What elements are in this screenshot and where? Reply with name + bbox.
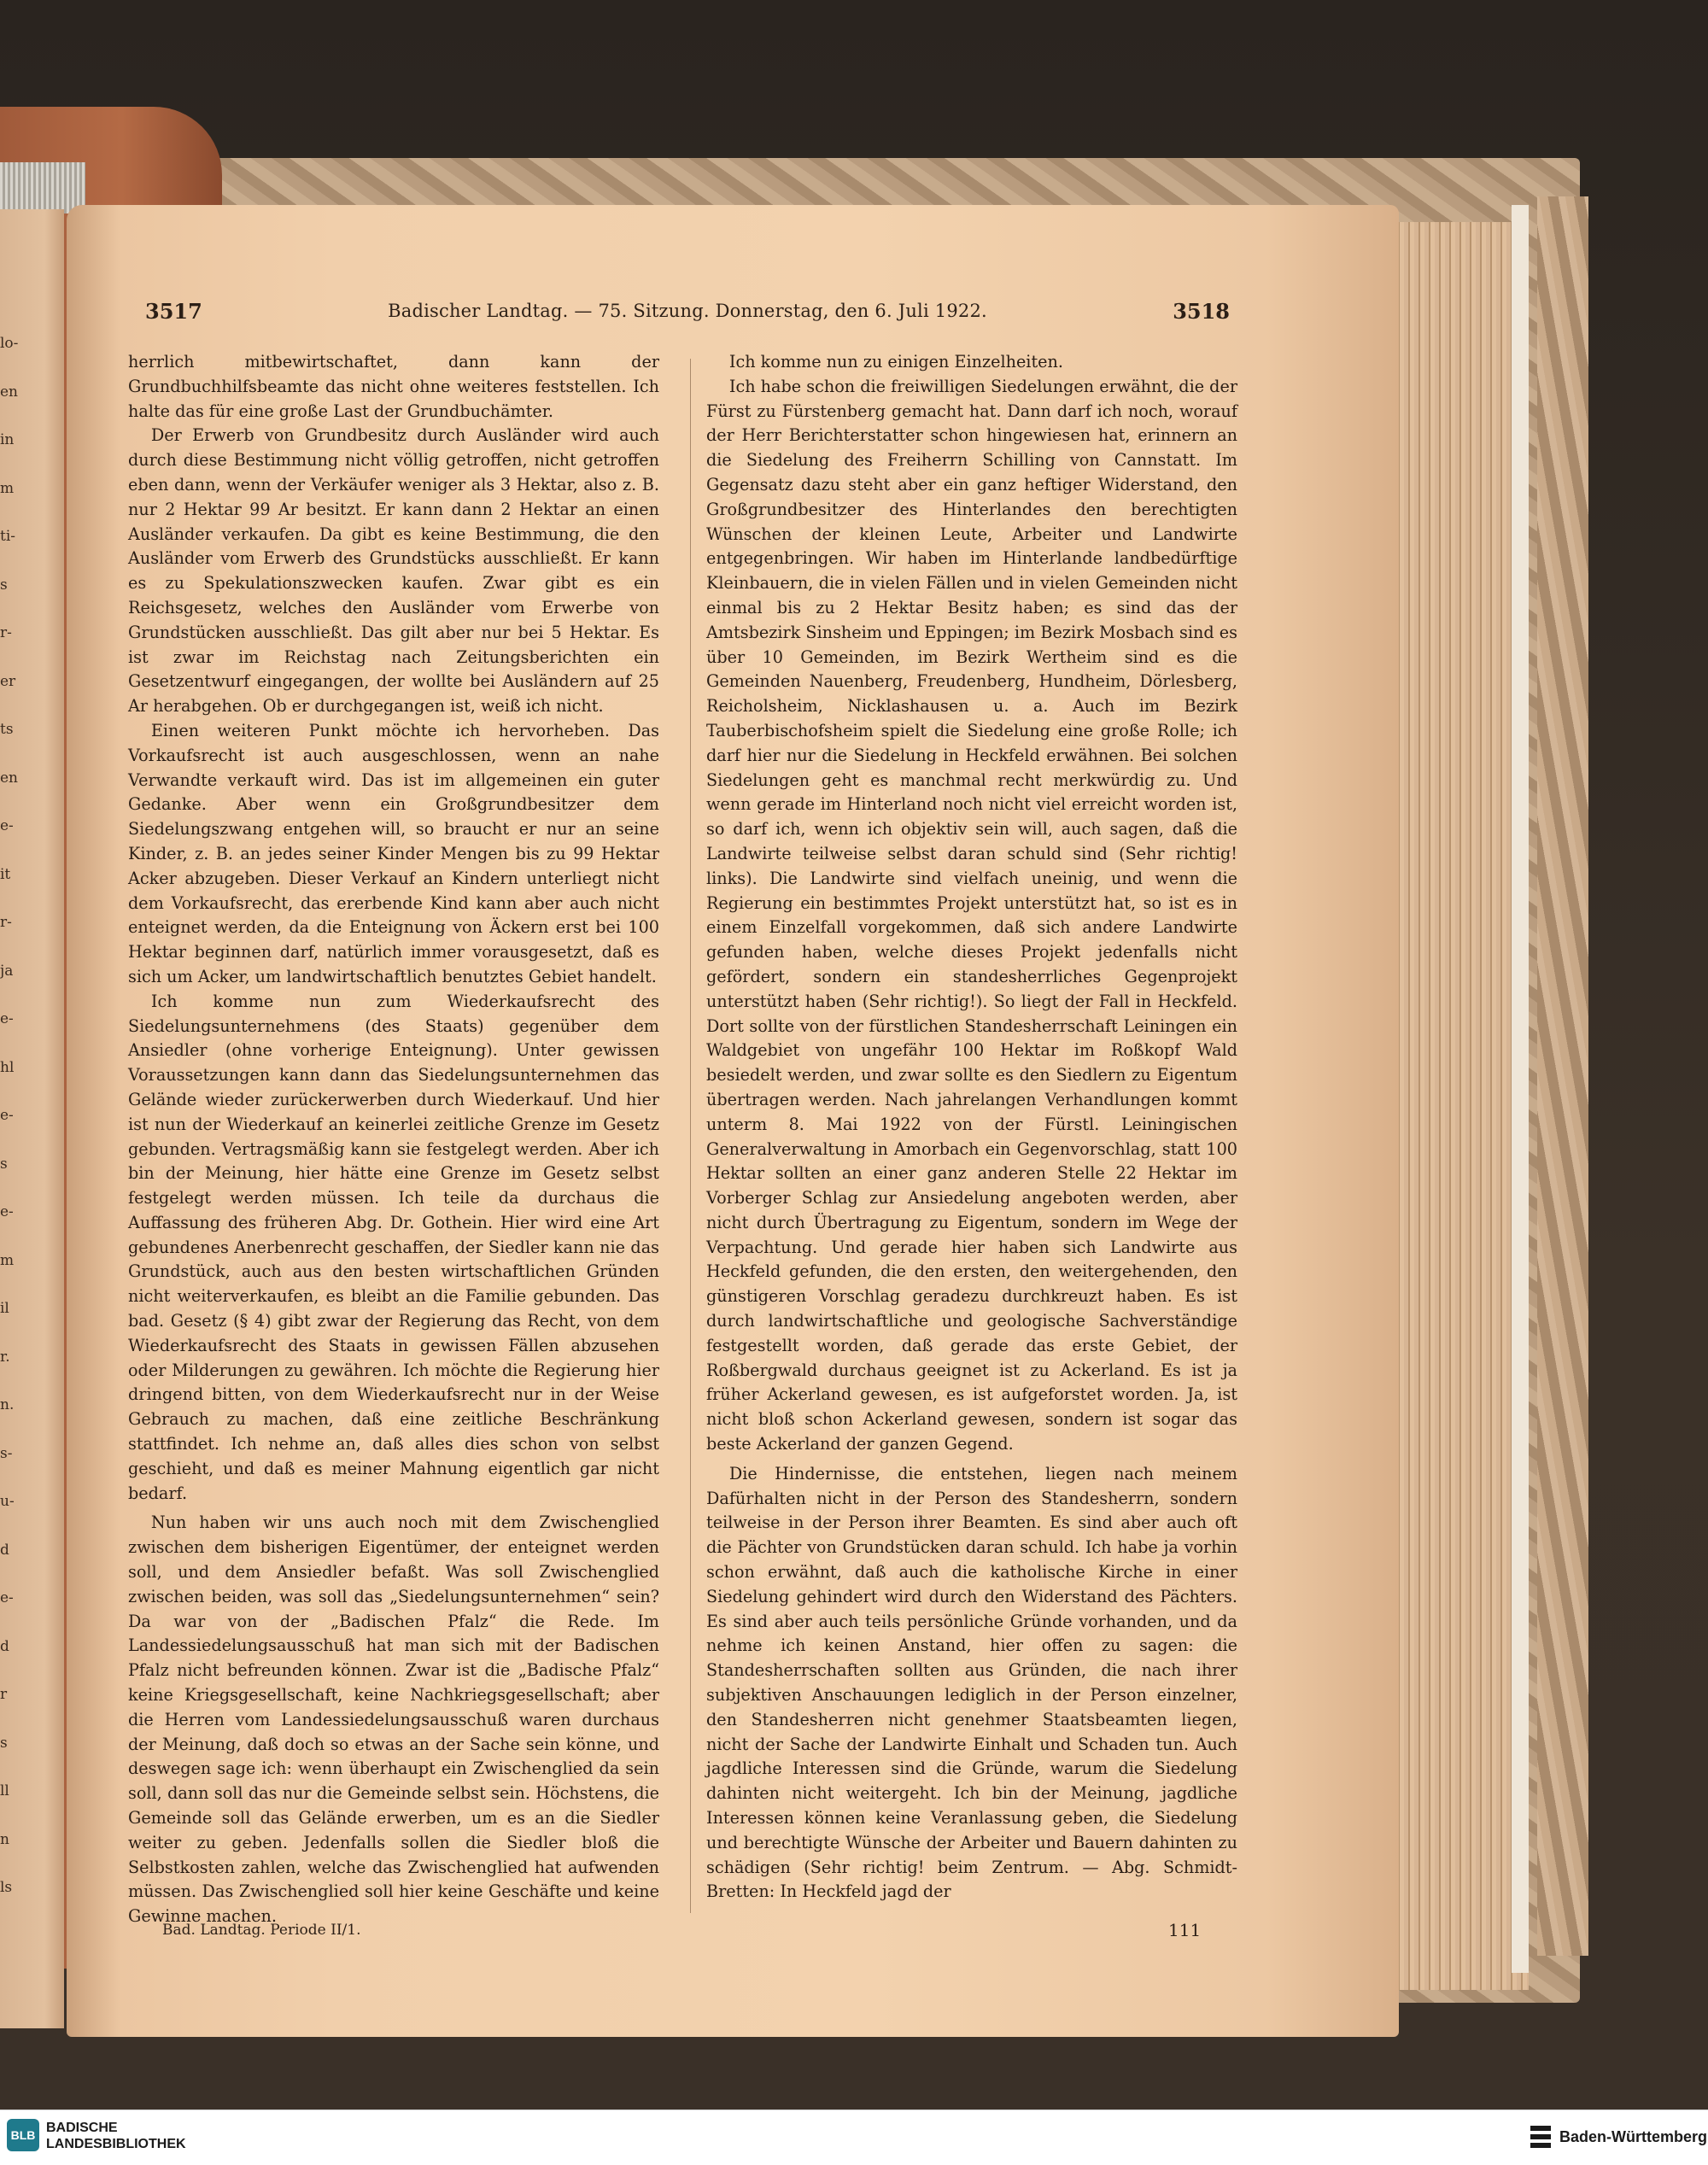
paragraph: Nun haben wir uns auch noch mit dem Zwischenglied zwischen dem bisherigen Eigentümer, der enteignet werden soll, und dem Ansiedler befaßt. Was soll Zwischenglied zwischen beiden, was soll das „Siedelungsunternehmen“ sein? Da war von der „Badischen Pfalz“ die Rede. Im Landessiedelungsausschuß hat man sich mit der Badischen Pfalz nicht befreunden können. Zwar ist die „Badische Pfalz“ keine Kriegsgesellschaft, keine Nachkriegsgesellschaft; aber die Herren vom Landessiedelungsausschuß waren durchaus der Meinung, daß doch so etwas an der Sache sein könne, und deswegen sage ich: wenn überhaupt ein Zwischenglied da sein soll, dann soll das nur die Gemeinde selbst sein. Höchstens, die Gemeinde soll das Gelände erwerben, um es an die Siedler weiter zu geben. Jedenfalls sollen die Siedler bloß die Selbstkosten zahlen, welche das Zwischenglied hat aufwenden müssen. Das Zwischenglied soll hier keine Geschäfte und keine Gewinne machen.	[128, 1513, 659, 1927]
column-divider	[690, 359, 691, 1913]
library-name[interactable]	[46, 2120, 186, 2152]
paragraph: Ich habe schon die freiwilligen Siedelungen erwähnt, die der Fürst zu Fürstenberg gemacht hat. Dann darf ich noch, worauf der Herr Berichterstatter schon hingewiesen hat, erinnern an die Siedelung des Freiherrn Schilling von Cannstatt. Im Gegensatz dazu steht aber ein ganz heftiger Widerstand, den Großgrundbesitzer des Hinterlandes den berechtigten Wünschen der kleinen Leute, Arbeiter und Landwirte entgegenbringen. Wir haben im Hinterlande landbedürftige Kleinbauern, die in vielen Fällen und in vielen Gemeinden nicht einmal bis zu 2 Hektar Besitz haben; es sind das der Amtsbezirk Sinsheim und Eppingen; im Bezirk Mosbach sind es über 10 Gemeinden, im Bezirk Wertheim sind es die Gemeinden Nauenberg, Freudenberg, Hundheim, Dörlesberg, Reicholsheim, Nicklashausen u. a. Auch im Bezirk Tauberbischofsheim spielt die Siedelung eine große Rolle; ich darf hier nur die Siedelung in Heckfeld erwähnen. Bei solchen Siedelungen geht es manchmal recht merkwürdig zu. Und wenn gerade im Hinterland noch nicht viel erreicht worden ist, so darf ich, wenn ich objektiv sein will, auch sagen, daß die Landwirte teilweise selbst daran schuld sind (Sehr richtig! links). Die Landwirte sind vielfach uneinig, und wenn die Regierung ein bestimmtes Projekt unterstützt hat, so ist es in einem Einzelfall vorgekommen, daß sich andere Landwirte gefunden haben, welche dieses Projekt jedenfalls nicht gefördert, sondern ein standesherrliches Gegenprojekt unterstützt haben (Sehr richtig!). So liegt der Fall in Heckfeld. Dort sollte von der fürstlichen Standesherrschaft Leiningen ein Waldgebiet von ungefähr 100 Hektar im Roßkopf Wald besiedelt werden, und zwar sollte es den Siedlern zu Eigentum übertragen werden. Nach jahrelangen Verhandlungen kommt unterm 8. Mai 1922 von der Fürstl. Leiningischen Generalverwaltung in Amorbach ein Gegenvorschlag, statt 100 Hektar sollten an einer ganz anderen Stelle 22 Hektar im Vorberger Schlag zur Ansiedelung angeboten werden, aber nicht durch Übertragung zu Eigentum, sondern im Wege der Verpachtung. Und gerade hier haben sich Landwirte aus Heckfeld gefunden, die den ersten, den weitergehenden, den günstigeren Vorschlag geradezu durchkreuzt haben. Es ist durch landwirtschaftliche und geologische Sachverständige festgestellt worden, daß gerade das erste Gebiet, der Roßbergwald durchaus geeignet ist zu Ackerland. Es ist ja früher Ackerland gewesen, es ist aufgeforstet worden. Ja, ist nicht bloß schon Ackerland gewesen, sondern ist sogar das beste Ackerland der ganzen Gegend.	[706, 376, 1237, 1454]
left-page-fragment: e-	[0, 817, 14, 834]
left-page-fragment: en	[0, 769, 19, 787]
left-page-fragment: s-	[0, 1444, 13, 1462]
state-name[interactable]: Baden-Württemberg	[1559, 2128, 1708, 2145]
paragraph: Der Erwerb von Grundbesitz durch Ausländer wird auch durch diese Bestimmung nicht völlig getroffen, nicht getroffen eben dann, wenn der Verkäufer weniger als 3 Hektar, also z. B. nur 2 Hektar 99 Ar besitzt. Er kann dann 2 Hektar an einen Ausländer verkaufen. Da gibt es keine Bestimmung, die den Ausländer vom Erwerb des Grundstücks ausschließt. Er kann es zu Spekulationszwecken kaufen. Zwar gibt es ein Reichsgesetz, welches den Ausländer vom Erwerbe von Grundstücken ausschließt. Das gilt aber nur bei 5 Hektar. Es ist zwar im Reichstag nach Zeitungsberichten ein Gesetzentwurf eingegangen, der wollte bei Ausländern auf 25 Ar herabgehen. Ob er durchgegangen ist, weiß ich nicht.	[128, 425, 659, 717]
left-page-text-fragments	[0, 335, 19, 1957]
left-page-fragment: e-	[0, 1010, 14, 1027]
blb-logo-icon[interactable]: BLB	[7, 2119, 39, 2151]
library-name-line1: BADISCHE	[46, 2121, 118, 2135]
left-page-fragment: en	[0, 383, 19, 401]
left-page-fragment: ja	[0, 962, 14, 980]
page-edge-strip	[1512, 205, 1529, 1973]
left-page-fragment: il	[0, 1300, 9, 1317]
left-page-fragment: m	[0, 1251, 15, 1269]
page-number-left: 3517	[145, 299, 202, 324]
left-page-fragment: u-	[0, 1493, 15, 1510]
paragraph: herrlich mitbewirtschaftet, dann kann der Grundbuchhilfsbeamte das nicht ohne weiteres feststellen. Ich halte das für eine große Last der Grundbuchämter.	[128, 352, 659, 421]
left-page-fragment: ti-	[0, 528, 16, 545]
left-page-fragment: s	[0, 576, 8, 594]
paragraph: Die Hindernisse, die entstehen, liegen nach meinem Dafürhalten nicht in der Person des Standesherrn, sondern teilweise in der Person ihrer Beamten. Es sind aber auch oft die Pächter von Grundstücken daran schuld. Ich habe ja vorhin schon erwähnt, daß auch die katholische Kirche in einer Siedelung gehindert wird durch den Widerstand des Pächters. Es sind aber auch teils persönliche Gründe vorhanden, und da nehme ich keinen Anstand, hier offen zu sagen: die Standesherrschaften sollten aus Gründen, die nach ihrer subjektiven Anschauungen lediglich in der Person einzelner, den Standesherren nicht genehmer Staatsbeamten liegen, nicht der Sache der Landwirte Einhalt und Schaden tun. Auch jagdliche Interessen sind die Gründe, warum die Siedelung dahinten nicht weitergeht. Ich bin der Meinung, jagdliche Interessen können keine Veranlassung geben, die Siedelung und berechtigte Wünsche der Arbeiter und Bauern dahinten zu schädigen (Sehr richtig! beim Zentrum. — Abg. Schmidt-Bretten: In Heckfeld jagd der	[706, 1463, 1237, 1902]
left-page-fragment: n	[0, 1830, 9, 1848]
marbled-cover-edge	[1537, 196, 1588, 1956]
left-page-fragment: e-	[0, 1203, 14, 1220]
left-page-fragment: it	[0, 865, 11, 883]
paragraph: Ich komme nun zum Wiederkaufsrecht des Siedelungsunternehmens (des Staats) gegenüber dem Ansiedler (ohne vorherige Enteignung). Unter gewissen Voraussetzungen kann dann das Siedelungsunternehmen das Gelände wieder zurückerwerben durch Wiederkauf. Und hier ist nun der Wiederkauf an keinerlei zeitliche Grenze im Gesetz gebunden. Vertragsmäßig kann sie festgelegt werden. Aber ich bin der Meinung, hier hätte eine Grenze im Gesetz selbst festgelegt werden müssen. Ich teile da durchaus die Auffassung des früheren Abg. Dr. Gothein. Hier wird eine Art gebundenes Anerbenrecht geschaffen, der Siedler kann nie das Grundstück, auch aus den besten wirtschaftlichen Gründen nicht weiterverkaufen, es bleibt an die Familie gebunden. Das bad. Gesetz (§ 4) gibt zwar der Regierung das Recht, von dem Wiederkaufsrecht des Staats in gewissen Fällen abzusehen oder Milderungen zu gewähren. Ich möchte die Regierung hier dringend bitten, von dem Wiederkaufsrecht nur in der Weise Gebrauch zu machen, daß eine zeitliche Beschränkung stattfindet. Ich nehme an, daß alles dies schon von selbst geschieht, und daß es meiner Mahnung eigentlich gar nicht bedarf.	[128, 991, 659, 1503]
left-page-fragment: m	[0, 479, 15, 497]
left-page-fragment: lo-	[0, 335, 19, 352]
baden-wuerttemberg-lions-icon	[1529, 2124, 1553, 2151]
left-page-fragment: er	[0, 672, 16, 690]
left-page-fragment: r-	[0, 914, 12, 931]
left-text-column	[128, 350, 659, 1927]
left-page-fragment: r.	[0, 1348, 10, 1366]
left-page-fragment: in	[0, 431, 15, 448]
paragraph: Ich komme nun zu einigen Einzelheiten.	[728, 352, 1063, 372]
left-page-fragment: e-	[0, 1589, 14, 1606]
right-text-column	[706, 350, 1237, 1915]
library-name-line2: LANDESBIBLIOTHEK	[46, 2137, 186, 2151]
left-page-fragment: ts	[0, 721, 14, 738]
library-banner	[0, 2109, 1708, 2165]
paragraph: Einen weiteren Punkt möchte ich hervorheben. Das Vorkaufsrecht ist auch ausgeschlossen, wenn an nahe Verwandte verkauft wird. Das ist im allgemeinen ein guter Gedanke. Aber wenn ein Großgrundbesitzer dem Siedelungszwang entgehen will, so braucht er nur an seine Kinder, z. B. an jedes seiner Kinder Mengen bis zu 99 Hektar Acker abzugeben. Dieser Verkauf an Kindern unterliegt nicht dem Vorkaufsrecht, das ererbende Kind kann aber auch nicht enteignet werden, da die Enteignung von Äckern erst bei 100 Hektar beginnen darf, natürlich immer vorausgesetzt, daß es sich um Acker, um landwirtschaftlich benutztes Gebiet handelt.	[128, 720, 659, 986]
left-page-fragment: hl	[0, 1058, 15, 1076]
footer-signature: Bad. Landtag. Periode II/1.	[162, 1922, 361, 1939]
left-page-fragment: d	[0, 1541, 9, 1559]
left-page-fragment: n.	[0, 1396, 15, 1413]
left-page-fragment: e-	[0, 1107, 14, 1124]
left-page-fragment: ls	[0, 1879, 13, 1896]
left-page-fragment: s	[0, 1155, 8, 1173]
left-page-fragment: d	[0, 1637, 9, 1655]
headband-cloth	[0, 162, 85, 214]
page-number-right: 3518	[1173, 299, 1230, 324]
header-title: Badischer Landtag. — 75. Sitzung. Donnerstag, den 6. Juli 1922.	[388, 301, 987, 321]
left-page-fragment: r-	[0, 624, 12, 641]
footer-sheet-number: 111	[1168, 1920, 1202, 1940]
left-page-fragment: ll	[0, 1782, 9, 1799]
left-page-fragment: s	[0, 1734, 8, 1752]
page-stack-edges	[1383, 222, 1529, 1990]
left-page-fragment: r	[0, 1686, 8, 1703]
running-header	[145, 299, 1230, 333]
